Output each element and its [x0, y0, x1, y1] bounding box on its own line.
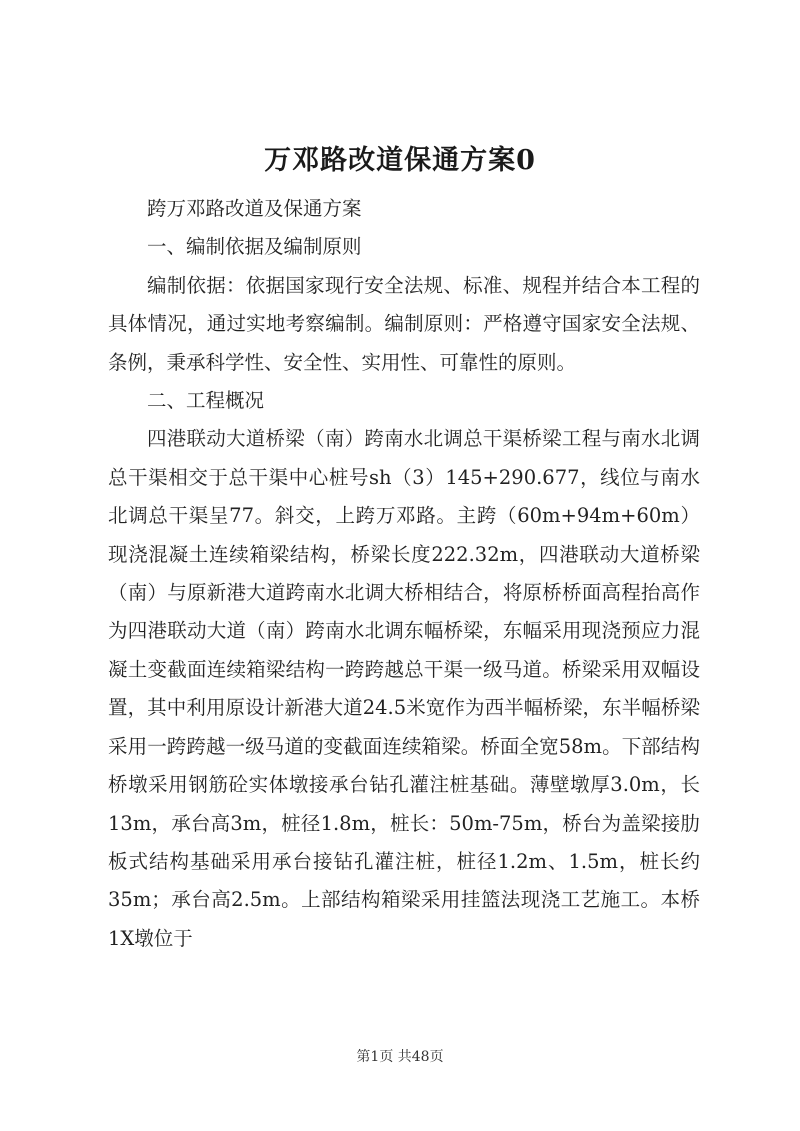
document-body — [108, 190, 700, 958]
document-title: 万邓路改道保通方案0 — [264, 145, 536, 176]
paragraph-subtitle: 跨万邓路改道及保通方案 — [147, 197, 362, 220]
paragraph-overview: 四港联动大道桥梁（南）跨南水北调总干渠桥梁工程与南水北调总干渠相交于总干渠中心桩号sh（3）145+290.677，线位与南水北调总干渠呈77。斜交，上跨万邓路。主跨（60m+94m+60m）现浇混凝土连续箱梁结构，桥梁长度222.32m，四港联动大道桥梁（南）与原新港大道跨南水北调大桥相结合，将原桥桥面高程抬高作为四港联动大道（南）跨南水北调东幅桥梁，东幅采用现浇预应力混凝土变截面连续箱梁结构一跨跨越总干渠一级马道。桥梁采用双幅设置，其中利用原设计新港大道24.5米宽作为西半幅桥梁，东半幅桥梁采用一跨跨越一级马道的变截面连续箱梁。桥面全宽58m。下部结构桥墩采用钢筋砼实体墩接承台钻孔灌注桩基础。薄壁墩厚3.0m，长13m，承台高3m，桩径1.8m，桩长：50m-75m，桥台为盖梁接肋板式结构基础采用承台接钻孔灌注桩，桩径1.2m、1.5m，桩长约35m；承台高2.5m。上部结构箱梁采用挂篮法现浇工艺施工。本桥1X墩位于 — [108, 427, 700, 950]
page-footer: 第1页 共48页 — [356, 1049, 444, 1065]
paragraph-basis: 编制依据：依据国家现行安全法规、标准、规程并结合本工程的具体情况，通过实地考察编制。编制原则：严格遵守国家安全法规、条例，秉承科学性、安全性、实用性、可靠性的原则。 — [108, 273, 700, 374]
section-heading-basis: 一、编制依据及编制原则 — [147, 235, 362, 259]
section-heading-overview: 二、工程概况 — [147, 389, 265, 413]
